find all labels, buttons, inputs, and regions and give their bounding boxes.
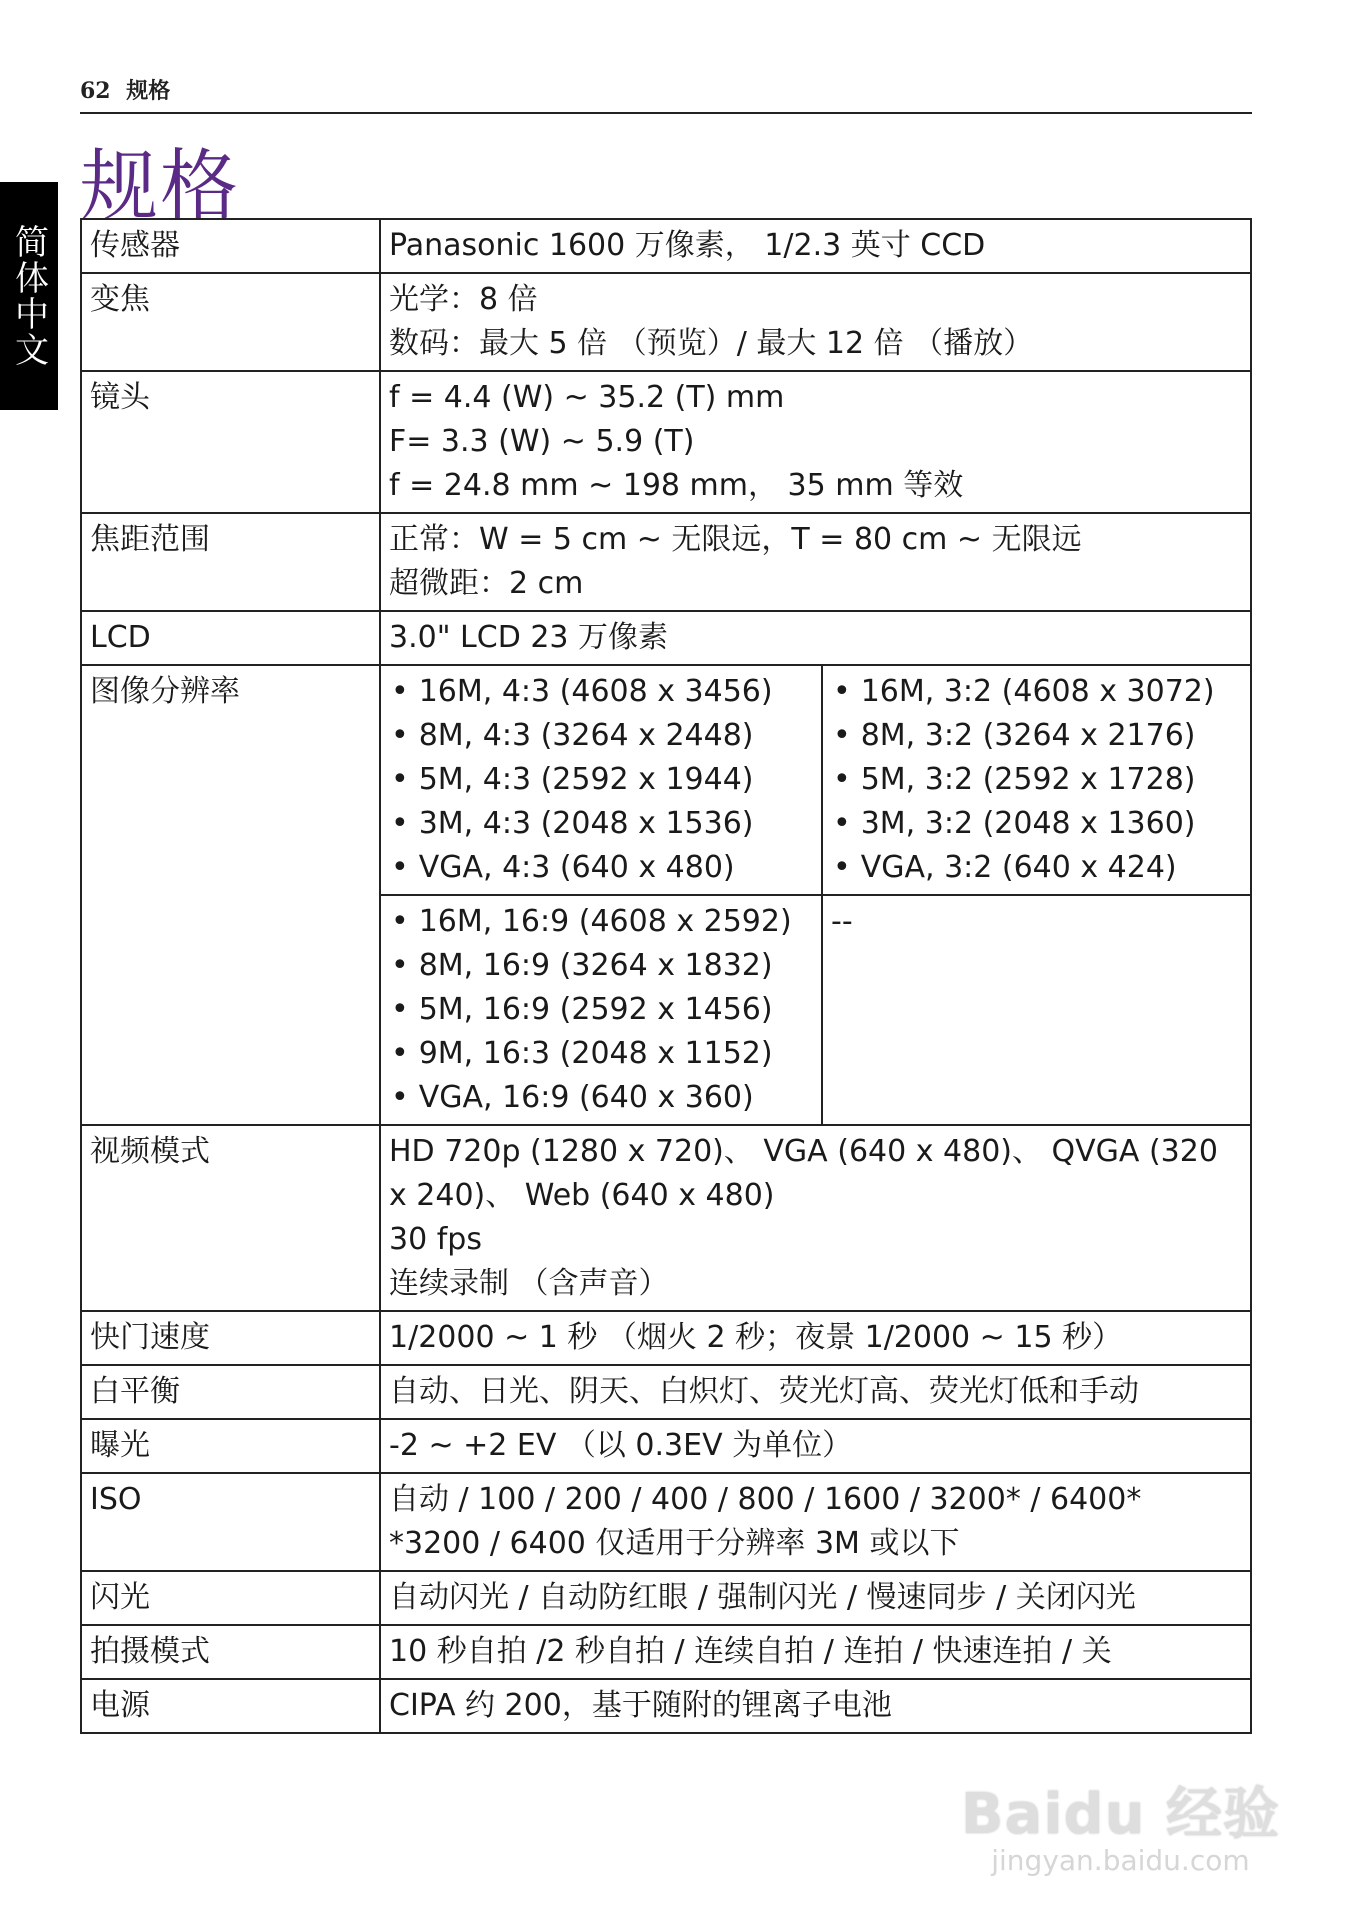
list-item: • 5M, 3:2 (2592 x 1728): [831, 758, 1242, 802]
table-row: [81, 273, 1251, 371]
table-row: [81, 1125, 1251, 1311]
empty-cell-dash: --: [831, 904, 853, 939]
row-label: ISO: [81, 1473, 380, 1571]
row-value: [380, 1625, 1251, 1679]
row-value: [380, 1679, 1251, 1733]
row-label: LCD: [81, 611, 380, 665]
section-name: 规格: [126, 78, 171, 104]
list-item: • 16M, 4:3 (4608 x 3456): [389, 670, 813, 714]
table-row: [81, 1625, 1251, 1679]
table-row: [81, 1473, 1251, 1571]
table-row: [81, 219, 1251, 273]
value-line: Panasonic 1600 万像素， 1/2.3 英寸 CCD: [389, 228, 986, 263]
value-line: 10 秒自拍 /2 秒自拍 / 连续自拍 / 连拍 / 快速连拍 / 关: [389, 1634, 1112, 1669]
row-value: [380, 513, 1251, 611]
row-value: [380, 1365, 1251, 1419]
value-line: 正常：W = 5 cm ~ 无限远，T = 80 cm ~ 无限远: [389, 522, 1082, 557]
row-label: 视频模式: [81, 1125, 380, 1311]
table-row: [81, 611, 1251, 665]
resolution-cell-empty: [822, 895, 1251, 1125]
value-line: 自动闪光 / 自动防红眼 / 强制闪光 / 慢速同步 / 关闭闪光: [389, 1580, 1136, 1615]
resolution-cell-3-2: [822, 665, 1251, 895]
resolution-cell-4-3: [380, 665, 822, 895]
list-item: • 9M, 16:3 (2048 x 1152): [389, 1032, 813, 1076]
row-label: 曝光: [81, 1419, 380, 1473]
row-value: [380, 219, 1251, 273]
value-line: HD 720p (1280 x 720)、 VGA (640 x 480)、 QVGA (320 x 240)、 Web (640 x 480): [389, 1134, 1218, 1213]
spec-table: [80, 218, 1252, 1734]
row-label: 镜头: [81, 371, 380, 513]
header-rule: [80, 112, 1252, 114]
page-number: 62: [80, 78, 111, 104]
baidu-watermark: [961, 1770, 1280, 1877]
row-label: 变焦: [81, 273, 380, 371]
row-label: 电源: [81, 1679, 380, 1733]
row-value: [380, 371, 1251, 513]
row-value: [380, 1419, 1251, 1473]
list-item: • VGA, 4:3 (640 x 480): [389, 846, 813, 890]
language-side-tab: [0, 182, 58, 410]
table-row: [81, 1365, 1251, 1419]
running-header: [80, 74, 170, 105]
table-row: [81, 1679, 1251, 1733]
table-row: [81, 665, 1251, 895]
value-line: 数码：最大 5 倍 （预览）/ 最大 12 倍 （播放）: [389, 326, 1034, 361]
value-line: 自动 / 100 / 200 / 400 / 800 / 1600 / 3200* / 6400*: [389, 1482, 1142, 1517]
watermark-logo-text: Baidu 经验: [960, 1782, 1280, 1847]
list-item: • 16M, 16:9 (4608 x 2592): [389, 900, 813, 944]
table-row: [81, 1571, 1251, 1625]
watermark-url: jingyan.baidu.com: [991, 1844, 1250, 1877]
row-label: 传感器: [81, 219, 380, 273]
value-line: -2 ~ +2 EV （以 0.3EV 为单位）: [389, 1428, 853, 1463]
row-label: 图像分辨率: [81, 665, 380, 1125]
value-line: 自动、日光、阴天、白炽灯、荧光灯高、荧光灯低和手动: [389, 1374, 1139, 1409]
table-row: [81, 1419, 1251, 1473]
list-item: • 5M, 4:3 (2592 x 1944): [389, 758, 813, 802]
language-label: 简体中文: [8, 224, 49, 368]
list-item: • 5M, 16:9 (2592 x 1456): [389, 988, 813, 1032]
value-line: f = 4.4 (W) ~ 35.2 (T) mm: [389, 380, 785, 415]
value-line: F= 3.3 (W) ~ 5.9 (T): [389, 424, 695, 459]
row-label: 拍摄模式: [81, 1625, 380, 1679]
row-label: 快门速度: [81, 1311, 380, 1365]
row-value: [380, 273, 1251, 371]
table-row: [81, 371, 1251, 513]
value-line: CIPA 约 200，基于随附的锂离子电池: [389, 1688, 892, 1723]
list-item: • 3M, 4:3 (2048 x 1536): [389, 802, 813, 846]
value-line: f = 24.8 mm ~ 198 mm， 35 mm 等效: [389, 468, 964, 503]
value-line: *3200 / 6400 仅适用于分辨率 3M 或以下: [389, 1526, 960, 1561]
row-label: 焦距范围: [81, 513, 380, 611]
row-value: [380, 1473, 1251, 1571]
row-value: [380, 1311, 1251, 1365]
row-value: [380, 1125, 1251, 1311]
value-line: 光学：8 倍: [389, 282, 538, 317]
page-title: 规格: [80, 142, 241, 232]
value-line: 连续录制 （含声音）: [389, 1266, 669, 1301]
list-item: • VGA, 3:2 (640 x 424): [831, 846, 1242, 890]
row-value: [380, 611, 1251, 665]
list-item: • 16M, 3:2 (4608 x 3072): [831, 670, 1242, 714]
list-item: • 3M, 3:2 (2048 x 1360): [831, 802, 1242, 846]
value-line: 30 fps: [389, 1222, 482, 1257]
table-row: [81, 1311, 1251, 1365]
list-item: • 8M, 3:2 (3264 x 2176): [831, 714, 1242, 758]
row-label: 白平衡: [81, 1365, 380, 1419]
value-line: 1/2000 ~ 1 秒 （烟火 2 秒；夜景 1/2000 ~ 15 秒）: [389, 1320, 1123, 1355]
list-item: • 8M, 4:3 (3264 x 2448): [389, 714, 813, 758]
row-value: [380, 1571, 1251, 1625]
list-item: • VGA, 16:9 (640 x 360): [389, 1076, 813, 1120]
value-line: 超微距：2 cm: [389, 566, 584, 601]
list-item: • 8M, 16:9 (3264 x 1832): [389, 944, 813, 988]
row-label: 闪光: [81, 1571, 380, 1625]
value-line: 3.0" LCD 23 万像素: [389, 620, 669, 655]
table-row: [81, 513, 1251, 611]
resolution-cell-16-9: [380, 895, 822, 1125]
